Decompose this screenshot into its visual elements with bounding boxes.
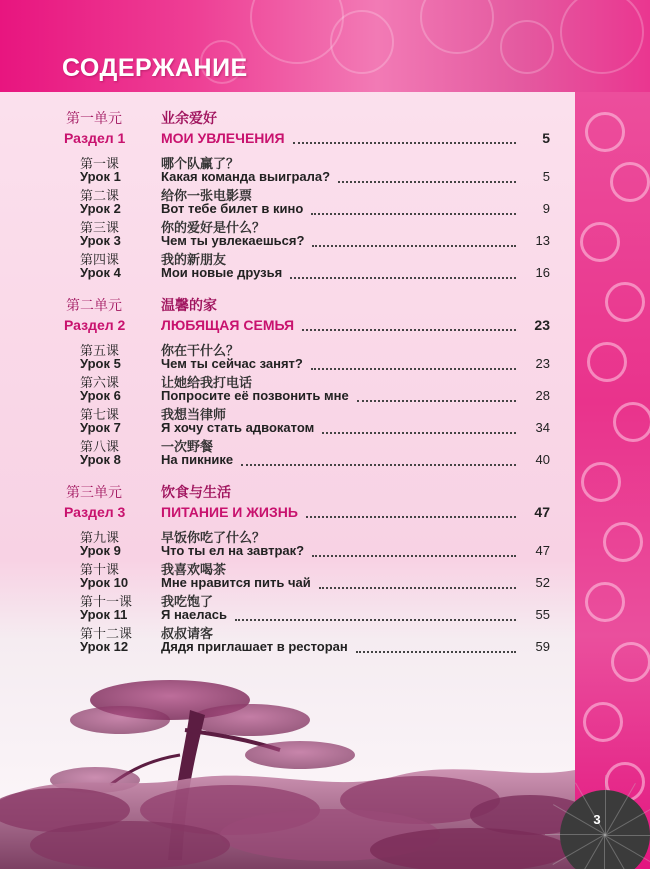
lesson-title: Мои новые друзья: [161, 265, 283, 280]
toc-lesson-ru: [60, 607, 550, 623]
section-label: Раздел 1: [64, 130, 126, 146]
lesson-title: 给你一张电影票: [161, 189, 253, 204]
toc-section: [60, 317, 550, 333]
toc-lesson-zh: [60, 372, 550, 391]
section-label: Раздел 3: [64, 504, 126, 520]
lesson-title: 我喜欢喝茶: [161, 563, 227, 578]
page-ref: 59: [535, 639, 550, 654]
ornament-flower: [500, 20, 554, 74]
badge-ray: [604, 835, 635, 869]
lesson-label: Урок 3: [80, 233, 121, 248]
lesson-label: 第六课: [80, 376, 120, 391]
toc-lesson-ru: [60, 169, 550, 185]
lesson-label: 第十课: [80, 563, 120, 578]
lesson-title: 让她给我打电话: [161, 376, 253, 391]
lesson-label: 第十二课: [80, 627, 133, 642]
lesson-label: Урок 2: [80, 201, 121, 216]
ornament-flower: [560, 0, 644, 74]
lesson-label: Урок 4: [80, 265, 121, 280]
toc-lesson-zh: [60, 404, 550, 423]
lesson-label: Урок 6: [80, 388, 121, 403]
toc-lesson-zh: [60, 623, 550, 642]
dot-leader: [241, 464, 516, 466]
toc-lesson-ru: [60, 388, 550, 404]
page-ref: 34: [535, 420, 550, 435]
page-title: СОДЕРЖАНИЕ: [62, 54, 248, 82]
lesson-title: 一次野餐: [161, 440, 214, 455]
badge-ray: [605, 775, 606, 835]
badge-ray: [604, 835, 605, 869]
dot-leader: [302, 329, 516, 331]
ornament-swirl: [583, 702, 623, 742]
page-ref: 5: [542, 130, 550, 146]
toc-lesson-zh: [60, 527, 550, 546]
lesson-label: Урок 12: [80, 639, 129, 654]
dot-leader: [293, 142, 516, 144]
lesson-label: 第十一课: [80, 595, 133, 610]
unit-label: 第一单元: [66, 111, 122, 127]
toc-lesson-ru: [60, 201, 550, 217]
lesson-label: 第四课: [80, 253, 120, 268]
toc-lesson-zh: [60, 436, 550, 455]
lesson-label: Урок 7: [80, 420, 121, 435]
badge-ray: [574, 835, 605, 869]
ornament-swirl: [603, 522, 643, 562]
lesson-title: 你的爱好是什么？: [161, 221, 266, 236]
dot-leader: [319, 587, 516, 589]
ornament-flower: [330, 10, 394, 74]
section-title: ЛЮБЯЩАЯ СЕМЬЯ: [161, 317, 295, 333]
ornament-swirl: [605, 282, 645, 322]
page-ref: 55: [535, 607, 550, 622]
pine-tree-illustration: [0, 660, 575, 869]
page-ref: 23: [535, 356, 550, 371]
lesson-title: Попросите её позвонить мне: [161, 388, 349, 403]
ornament-swirl: [587, 342, 627, 382]
table-of-contents: [0, 100, 575, 660]
ornamental-side-border: [575, 92, 650, 869]
header-banner: [0, 0, 650, 92]
dot-leader: [290, 277, 516, 279]
lesson-label: 第九课: [80, 531, 120, 546]
badge-ray: [545, 834, 605, 835]
page-ref: 23: [534, 317, 550, 333]
section-title: МОИ УВЛЕЧЕНИЯ: [161, 130, 285, 146]
lesson-title: Дядя приглашает в ресторан: [161, 639, 348, 654]
ornament-flower: [250, 0, 344, 64]
lesson-title: Что ты ел на завтрак?: [161, 543, 305, 558]
lesson-title: 你在干什么？: [161, 344, 240, 359]
toc-section: [60, 504, 550, 520]
toc-unit: [60, 108, 550, 127]
dot-leader: [312, 245, 516, 247]
lesson-label: Урок 11: [80, 607, 128, 622]
dot-leader: [356, 651, 516, 653]
lesson-title: Вот тебе билет в кино: [161, 201, 304, 216]
toc-lesson-zh: [60, 185, 550, 204]
page-ref: 28: [535, 388, 550, 403]
page-ref: 5: [542, 169, 550, 184]
ornament-swirl: [585, 582, 625, 622]
lesson-title: 我的新朋友: [161, 253, 227, 268]
unit-label: 第二单元: [66, 298, 122, 314]
badge-ray: [605, 835, 650, 836]
page-ref: 52: [535, 575, 550, 590]
page-ref: 9: [542, 201, 550, 216]
toc-lesson-ru: [60, 356, 550, 372]
lesson-label: Урок 9: [80, 543, 121, 558]
dot-leader: [311, 213, 516, 215]
lesson-title: Какая команда выиграла?: [161, 169, 331, 184]
lesson-title: 叔叔请客: [161, 627, 214, 642]
toc-lesson-ru: [60, 265, 550, 281]
lesson-title: 哪个队赢了？: [161, 157, 240, 172]
toc-lesson-zh: [60, 559, 550, 578]
lesson-label: 第一课: [80, 157, 120, 172]
lesson-label: Урок 1: [80, 169, 121, 184]
page-ref: 47: [534, 504, 550, 520]
lesson-title: Мне нравится пить чай: [161, 575, 311, 590]
dot-leader: [306, 516, 516, 518]
ornament-swirl: [581, 462, 621, 502]
lesson-label: Урок 5: [80, 356, 121, 371]
page-number: 3: [593, 812, 601, 827]
ornament-flower: [420, 0, 494, 54]
lesson-title: Чем ты увлекаешься?: [161, 233, 305, 248]
dot-leader: [338, 181, 516, 183]
lesson-label: 第七课: [80, 408, 120, 423]
section-label: Раздел 2: [64, 317, 126, 333]
unit-title: 饮食与生活: [161, 485, 231, 501]
page-ref: 40: [535, 452, 550, 467]
dot-leader: [357, 400, 516, 402]
dot-leader: [322, 432, 516, 434]
lesson-label: Урок 8: [80, 452, 121, 467]
lesson-title: На пикнике: [161, 452, 234, 467]
lesson-label: 第八课: [80, 440, 120, 455]
lesson-title: 我想当律师: [161, 408, 227, 423]
toc-unit: [60, 295, 550, 314]
toc-lesson-zh: [60, 249, 550, 268]
lesson-label: 第二课: [80, 189, 120, 204]
unit-label: 第三单元: [66, 485, 122, 501]
ornament-swirl: [613, 402, 650, 442]
toc-lesson-zh: [60, 591, 550, 610]
lesson-title: 早饭你吃了什么？: [161, 531, 266, 546]
dot-leader: [312, 555, 516, 557]
lesson-label: 第五课: [80, 344, 120, 359]
lesson-title: Я хочу стать адвокатом: [161, 420, 315, 435]
ornament-swirl: [585, 112, 625, 152]
toc-unit: [60, 482, 550, 501]
dot-leader: [235, 619, 516, 621]
ornament-swirl: [610, 162, 650, 202]
lesson-label: Урок 10: [80, 575, 129, 590]
toc-lesson-ru: [60, 575, 550, 591]
toc-lesson-ru: [60, 543, 550, 559]
toc-lesson-ru: [60, 420, 550, 436]
toc-lesson-zh: [60, 153, 550, 172]
page-ref: 47: [535, 543, 550, 558]
page-ref: 16: [535, 265, 550, 280]
section-title: ПИТАНИЕ И ЖИЗНЬ: [161, 504, 298, 520]
toc-lesson-ru: [60, 452, 550, 468]
ornament-swirl: [580, 222, 620, 262]
unit-title: 温馨的家: [161, 298, 217, 314]
dot-leader: [311, 368, 516, 370]
lesson-title: Чем ты сейчас занят?: [161, 356, 303, 371]
toc-lesson-zh: [60, 217, 550, 236]
lesson-title: Я наелась: [161, 607, 227, 622]
toc-section: [60, 130, 550, 146]
lesson-label: 第三课: [80, 221, 120, 236]
toc-lesson-ru: [60, 233, 550, 249]
toc-lesson-zh: [60, 340, 550, 359]
toc-lesson-ru: [60, 639, 550, 655]
page-ref: 13: [535, 233, 550, 248]
unit-title: 业余爱好: [161, 111, 217, 127]
ornament-swirl: [611, 642, 650, 682]
lesson-title: 我吃饱了: [161, 595, 214, 610]
